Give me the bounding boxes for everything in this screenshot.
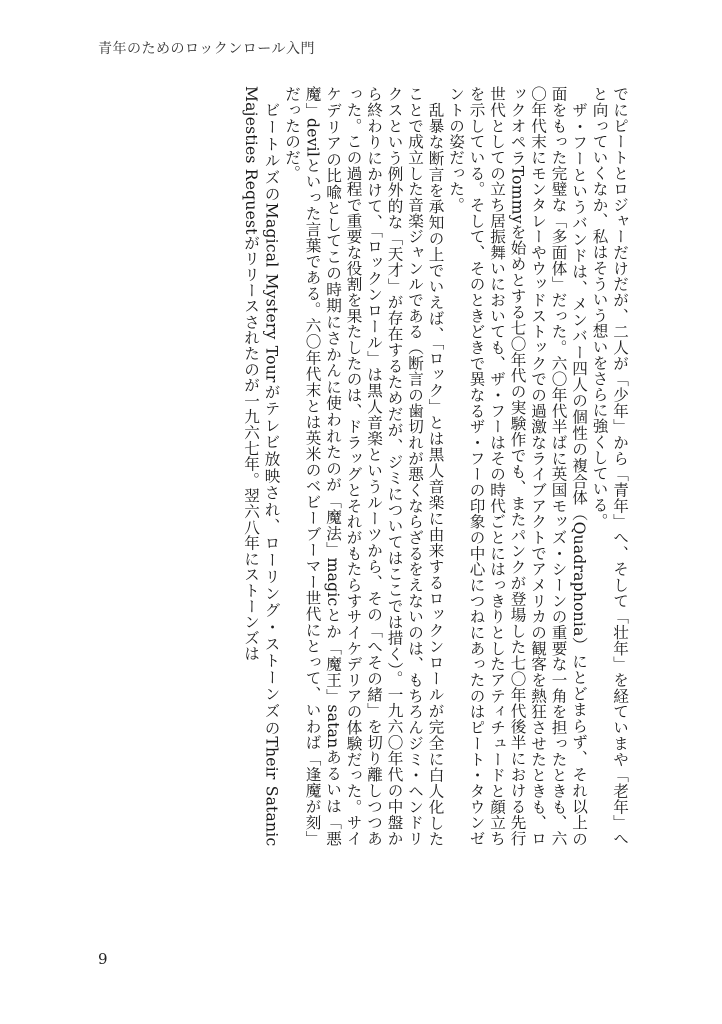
body-text <box>95 86 630 846</box>
paragraph-2: ザ・フーというバンドは、メンバー四人の個性の複合体（Quadraphonia）にとどまらず、それ以上の面をもった完璧な「多面体」だった。六〇年代半ばに英国モッズ・シーンの重要な一角を担ったときも、六〇年代末にモンタレーやウッドストックでの過激なライブアクトでアメリカの観客を熱狂させたときも、ロックオペラTommyを始めとする七〇年代の実験作でも、またパンクが登場した七〇年代後半における先行世代としての立ち居振舞いにおいても、ザ・フーはその時代ごとにはっきりとしたアティチュードと顔立ちを示している。そして、そのときどきで異なるザ・フーの印象の中心につねにあったのはピート・タウンゼントの姿だった。 <box>447 86 588 846</box>
page-number: 9 <box>98 950 108 968</box>
paragraph-4: ビートルズのMagical Mystery Tourがテレビ放映され、ローリング・ストーンズのTheir Satanic Majesties Requestがリリースされたのが一九六七年。翌六八年にストーンズは <box>242 86 281 846</box>
paragraph-1: でにピートとロジャーだけだが、二人が「少年」から「青年」へ、そして「壮年」を経ていまや「老年」へと向っていくなか、私はそういう想いをさらに強くしている。 <box>590 86 629 846</box>
running-header: 青年のためのロックンロール入門 <box>98 41 315 57</box>
paragraph-3: 乱暴な断言を承知の上でいえば、「ロック」とは黒人音楽に由来するロックンロールが完全に白人化したことで成立した音楽ジャンルである（断言の歯切れが悪くならざるをえないのは、もちろんジミ・ヘンドリクスという例外的な「天才」が存在するためだが、ジミについてはここでは措く）。一九六〇年代の中盤から終わりにかけて、「ロックンロール」は黒人音楽というルーツから、その「へその緒」を切り離しつつあった。この過程で重要な役割を果たしたのは、ドラッグとそれがもたらすサイケデリアの体験だった。サイケデリアの比喩としてこの時期にさかんに使われたのが「魔法」magicとか「魔王」satanあるいは「悪魔」devilといった言葉である。六〇年代末とは英米のベビーブーマー世代にとって、いわば「逢魔が刻」だったのだ。 <box>283 86 445 846</box>
